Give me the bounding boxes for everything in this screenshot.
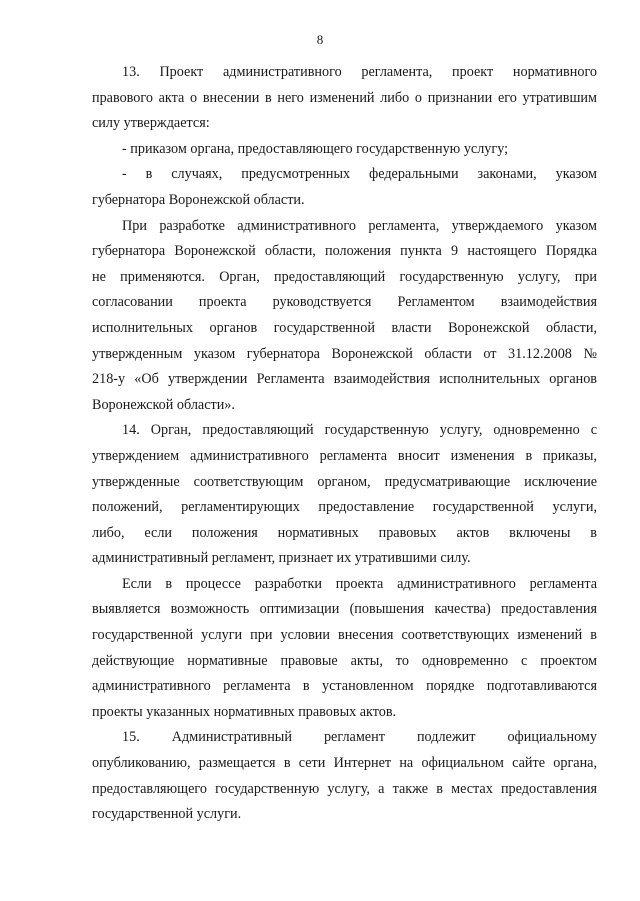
text-line: государственной услуги при условии внесения соответствующих изменений в	[92, 627, 597, 644]
text-line: предоставляющего государственную услугу, а также в местах предоставления	[92, 780, 597, 797]
text-line: утверждением административного регламента вносит изменения в приказы,	[92, 447, 597, 464]
text-line: согласовании проекта руководствуется Регламентом взаимодействия	[92, 294, 597, 311]
text-line: исполнительных органов государственной власти Воронежской области,	[92, 319, 597, 336]
text-line: либо, если положения нормативных правовых актов включены в	[92, 524, 597, 541]
text-line: выявляется возможность оптимизации (повышения качества) предоставления	[92, 601, 597, 618]
text-line: - приказом органа, предоставляющего государственную услугу;	[122, 140, 509, 157]
text-line: Воронежской области».	[92, 396, 235, 413]
text-line: опубликованию, размещается в сети Интернет на официальном сайте органа,	[92, 755, 597, 772]
text-line: 15. Административный регламент подлежит официальному	[122, 729, 597, 746]
page-number: 8	[316, 32, 324, 47]
text-line: губернатора Воронежской области, положения пункта 9 настоящего Порядка	[92, 243, 597, 260]
document-text	[92, 60, 597, 828]
text-line: утвержденные соответствующим органом, предусматривающие исключение	[92, 473, 597, 490]
text-line: действующие нормативные правовые акты, то одновременно с проектом	[92, 652, 597, 669]
text-line: утвержденным указом губернатора Воронежской области от 31.12.2008 №	[92, 345, 597, 362]
text-line: губернатора Воронежской области.	[92, 191, 305, 208]
text-line: положений, регламентирующих предоставление государственной услуги,	[92, 499, 597, 516]
text-line: силу утверждается:	[92, 115, 210, 132]
text-line: 218-у «Об утверждении Регламента взаимодействия исполнительных органов	[92, 371, 597, 388]
text-line: административный регламент, признает их утратившими силу.	[92, 550, 471, 567]
text-line: Если в процессе разработки проекта административного регламента	[122, 575, 597, 592]
text-line: не применяются. Орган, предоставляющий государственную услугу, при	[92, 268, 597, 285]
text-line: правового акта о внесении в него изменений либо о признании его утратившим	[92, 89, 597, 106]
text-line: При разработке административного регламента, утверждаемого указом	[122, 217, 597, 234]
text-line: государственной услуги.	[92, 806, 242, 823]
text-line: - в случаях, предусмотренных федеральными законами, указом	[122, 166, 597, 183]
text-line: проекты указанных нормативных правовых актов.	[92, 703, 397, 720]
text-line: 14. Орган, предоставляющий государственную услугу, одновременно с	[122, 422, 597, 439]
text-line: административного регламента в установленном порядке подготавливаются	[92, 678, 597, 695]
text-line: 13. Проект административного регламента, проект нормативного	[122, 64, 597, 80]
